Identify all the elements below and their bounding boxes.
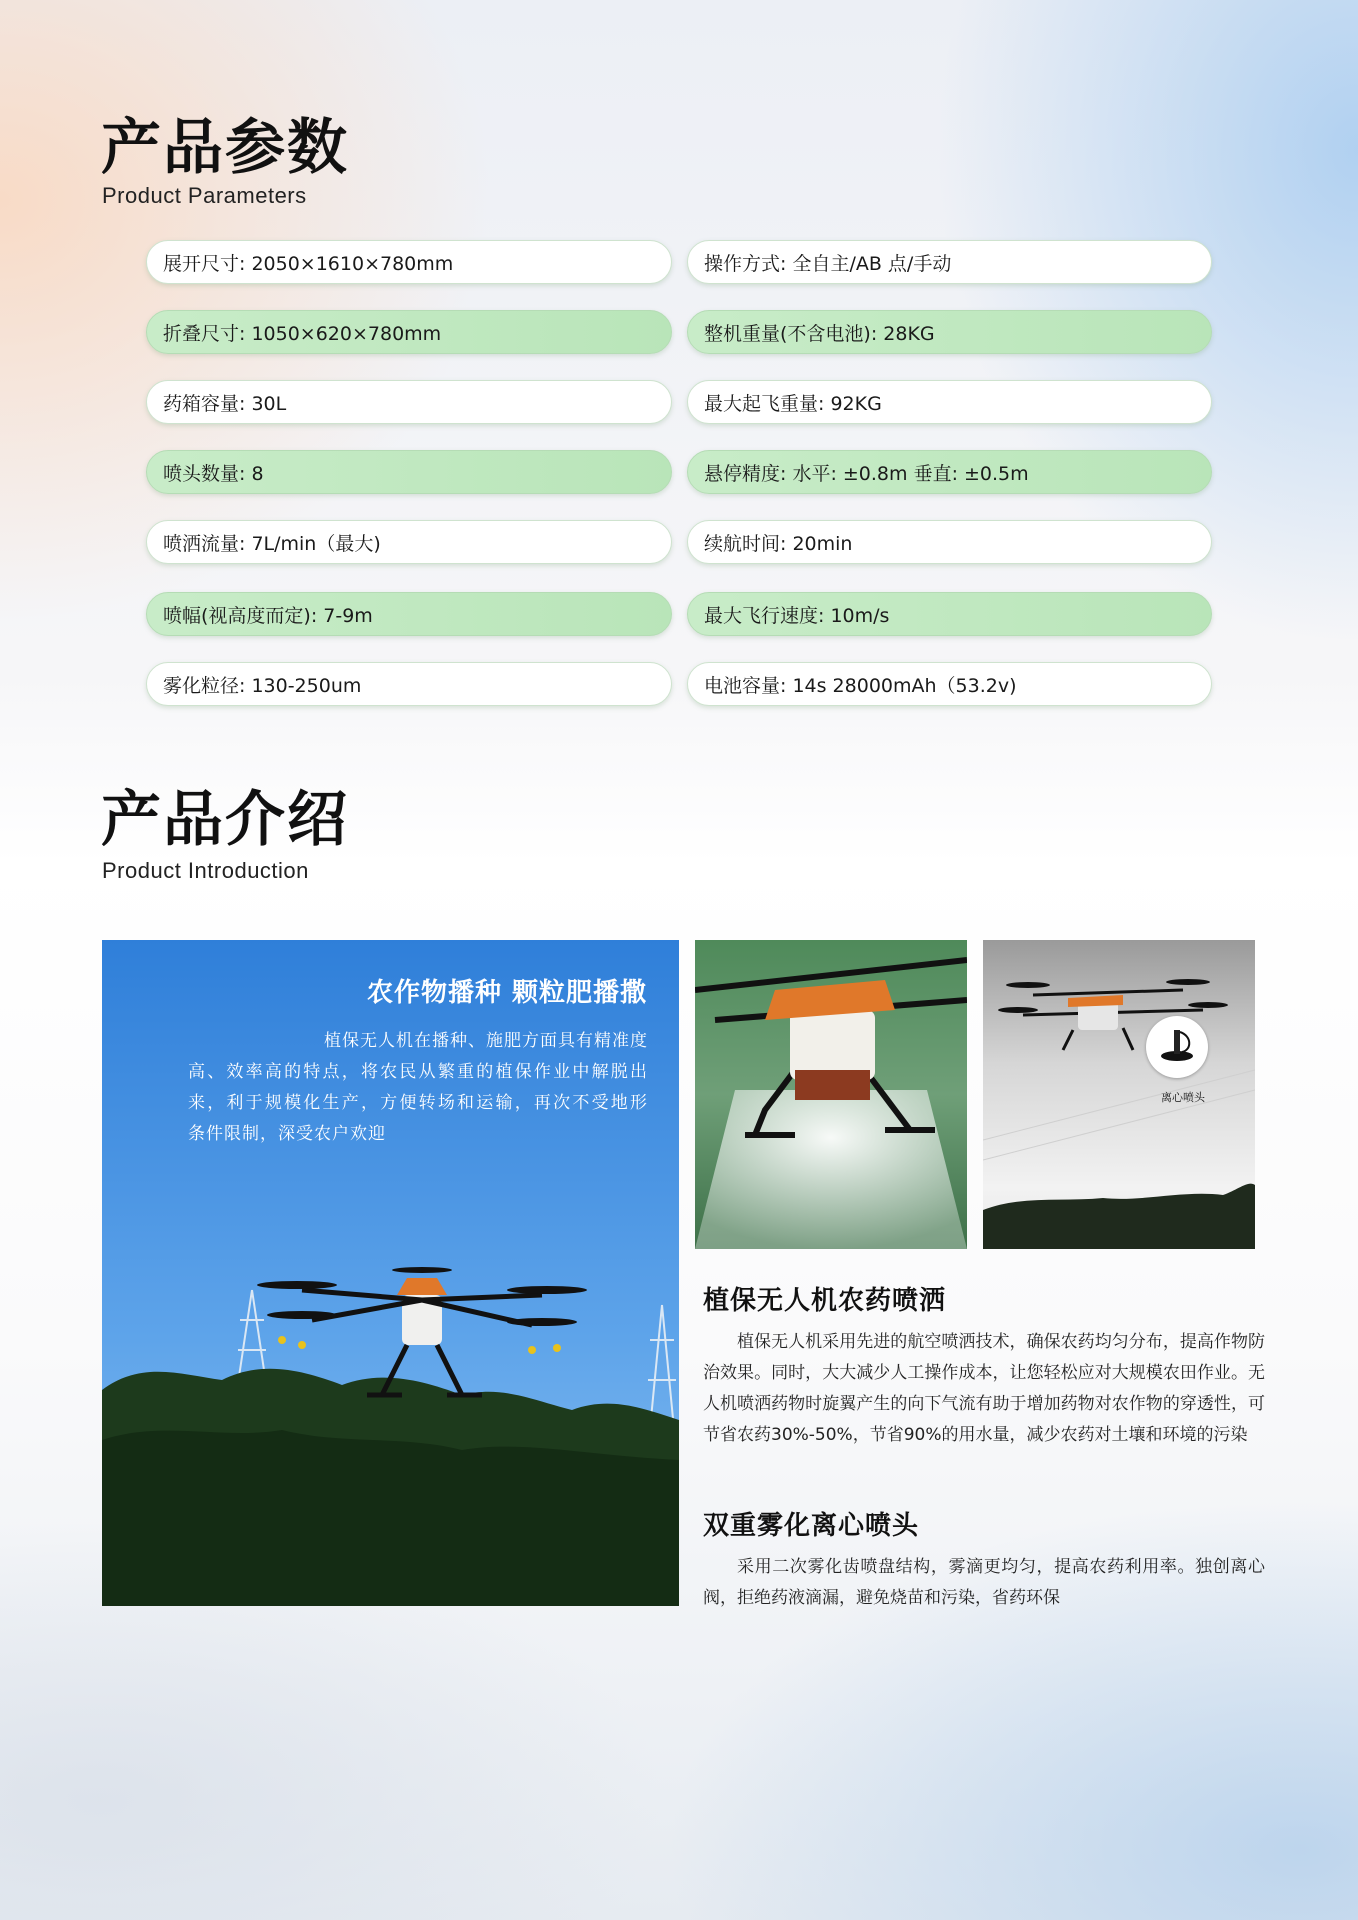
hero-title: 农作物播种 颗粒肥播撒	[366, 978, 647, 1008]
param-pill: 折叠尺寸: 1050×620×780mm	[146, 310, 672, 354]
hero-line: 来，利于规模化生产，方便转场和运输，再次不受地形	[188, 1093, 648, 1113]
section-text: 采用二次雾化齿喷盘结构，雾滴更均匀，提高农药利用率。独创离心阀，拒绝药液滴漏，避免烧苗和污染，省药环保	[703, 1557, 1265, 1608]
hero-line: 植保无人机在播种、施肥方面具有精准度	[324, 1031, 648, 1051]
param-pill: 展开尺寸: 2050×1610×780mm	[146, 240, 672, 284]
nozzle-drone-illustration	[983, 940, 1255, 1249]
nozzle-label: 离心喷头	[1161, 1091, 1205, 1104]
spraying-drone-photo	[695, 940, 967, 1249]
param-pill: 喷洒流量: 7L/min（最大)	[146, 520, 672, 564]
hero-drone-photo	[102, 940, 679, 1606]
param-pill: 喷幅(视高度而定): 7-9m	[146, 592, 672, 636]
param-pill: 操作方式: 全自主/AB 点/手动	[687, 240, 1212, 284]
hero-line: 高、效率高的特点，将农民从繁重的植保作业中解脱出	[188, 1062, 648, 1082]
nozzle-badge	[1146, 1016, 1208, 1078]
param-pill: 药箱容量: 30L	[146, 380, 672, 424]
hero-line: 条件限制，深受农户欢迎	[188, 1124, 386, 1144]
parameters-subtitle: Product Parameters	[102, 183, 307, 208]
param-pill: 最大起飞重量: 92KG	[687, 380, 1212, 424]
param-pill: 电池容量: 14s 28000mAh（53.2v)	[687, 662, 1212, 706]
section-heading: 植保无人机农药喷洒	[703, 1286, 947, 1316]
section-heading: 双重雾化离心喷头	[703, 1511, 920, 1541]
introduction-title: 产品介绍	[101, 785, 349, 855]
param-pill: 喷头数量: 8	[146, 450, 672, 494]
param-pill: 续航时间: 20min	[687, 520, 1212, 564]
nozzle-drone-photo	[983, 940, 1255, 1249]
section-text: 植保无人机采用先进的航空喷洒技术，确保农药均匀分布，提高作物防治效果。同时，大大减少人工操作成本，让您轻松应对大规模农田作业。无人机喷洒药物时旋翼产生的向下气流有助于增加药物对农作物的穿透性，可节省农药30%-50%，节省90%的用水量，减少农药对土壤和环境的污染	[703, 1332, 1265, 1445]
param-pill: 悬停精度: 水平: ±0.8m 垂直: ±0.5m	[687, 450, 1212, 494]
param-pill: 雾化粒径: 130-250um	[146, 662, 672, 706]
hero-description	[188, 1026, 648, 1150]
introduction-subtitle: Product Introduction	[102, 858, 309, 883]
centrifugal-nozzle-icon	[1146, 1016, 1208, 1078]
param-pill: 最大飞行速度: 10m/s	[687, 592, 1212, 636]
spraying-drone-illustration	[695, 940, 967, 1249]
param-pill: 整机重量(不含电池): 28KG	[687, 310, 1212, 354]
parameters-title: 产品参数	[101, 113, 349, 183]
